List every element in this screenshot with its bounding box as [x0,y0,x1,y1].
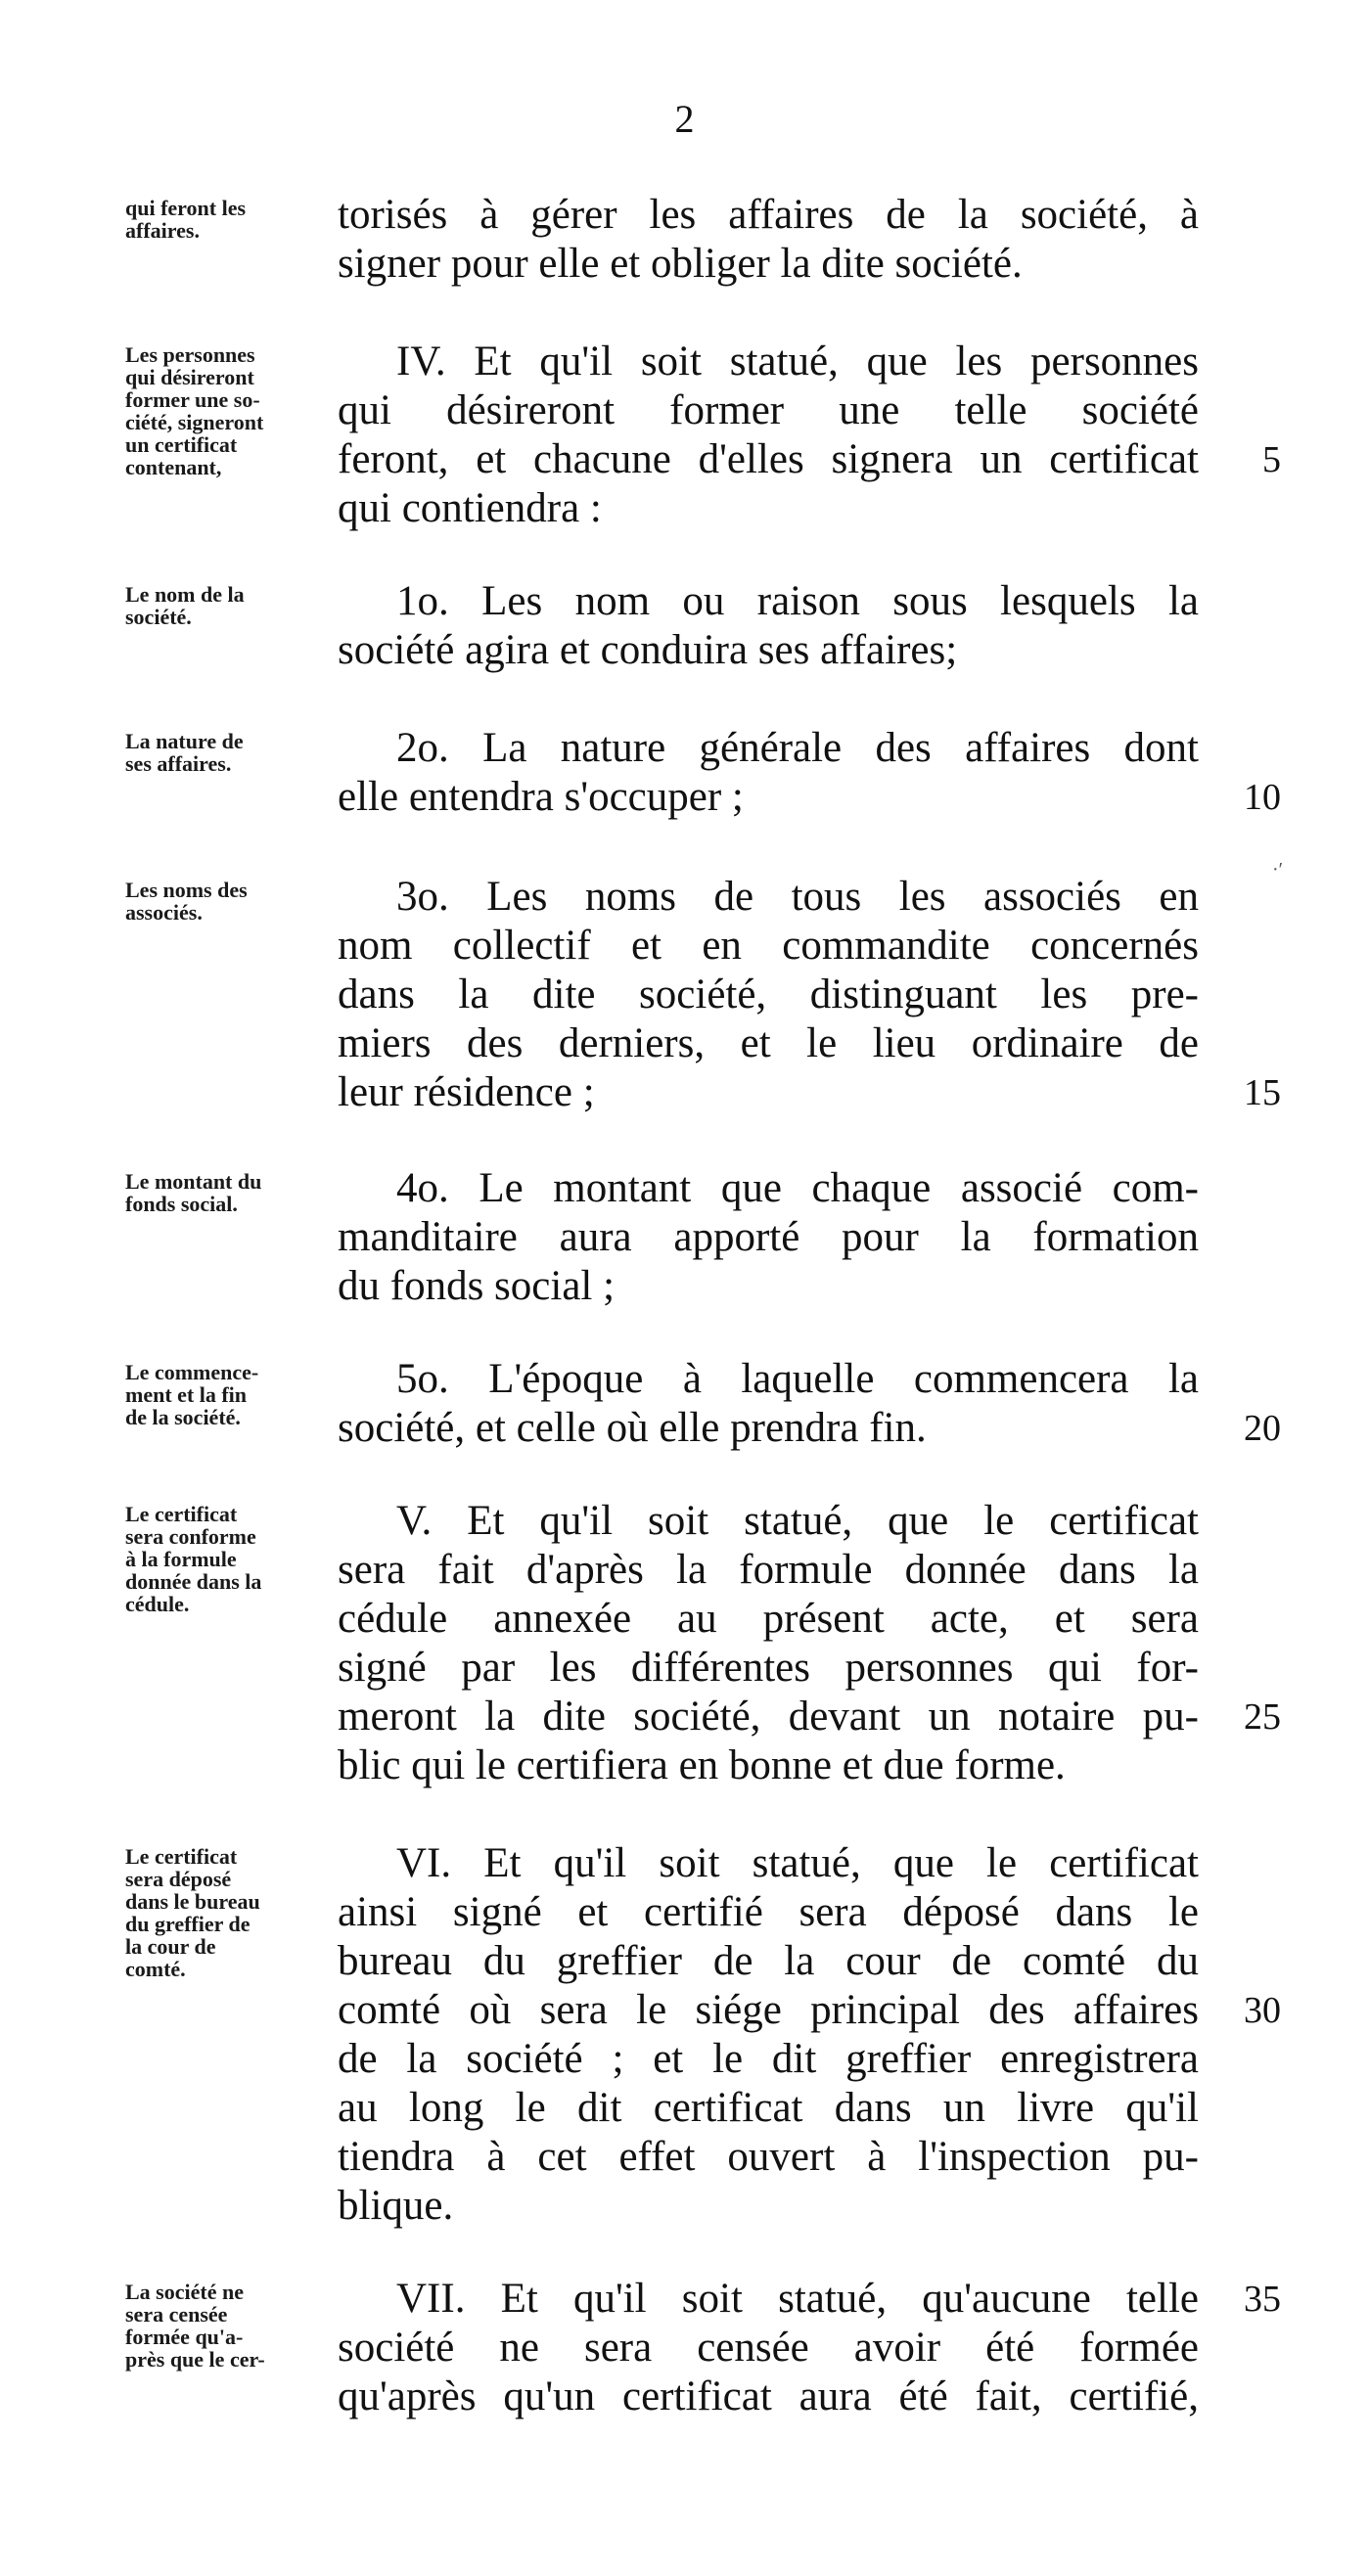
text-line: leur résidence ; [338,1069,595,1115]
margin-note-line: cédule. [125,1592,190,1616]
margin-note-line: qui désireront [125,365,254,389]
text-line: miers des derniers, et le lieu ordinaire de [338,1020,1199,1066]
text-line: sera fait d'après la formule donnée dans la [338,1547,1199,1593]
margin-note [125,2281,336,2371]
text-line: 2o. La nature générale des affaires dont [396,725,1199,771]
text-line: blique. [338,2183,454,2229]
margin-note-line: ciété, signeront [125,410,264,434]
line-number: 20 [1244,1408,1281,1449]
margin-note-line: former une so- [125,387,260,412]
margin-note-line: Le certificat [125,1502,238,1526]
text-line: cédule annexée au présent acte, et sera [338,1596,1199,1642]
paragraph-text [338,1839,1199,2231]
text-line: du fonds social ; [338,1263,616,1309]
stray-mark: ·′ [1272,859,1284,881]
paragraph-text [338,1355,1199,1453]
text-line: elle entendra s'occuper ; [338,774,744,820]
margin-note-line: associés. [125,900,203,925]
margin-note-line: de la société. [125,1405,241,1429]
margin-note [125,197,336,242]
margin-note [125,1503,336,1615]
text-line: 4o. Le montant que chaque associé com- [396,1165,1199,1211]
text-line: bureau du greffier de la cour de comté du [338,1938,1199,1984]
margin-note-line: Les personnes [125,342,255,367]
paragraph-text [338,577,1199,675]
text-line: 5o. L'époque à laquelle commencera la [396,1356,1199,1402]
margin-note-line: ses affaires. [125,751,232,776]
margin-note-line: Le nom de la [125,582,245,607]
text-line: IV. Et qu'il soit statué, que les personnes [396,339,1199,384]
text-line: société ne sera censée avoir été formée [338,2325,1199,2371]
margin-note-line: contenant, [125,455,222,479]
text-line: de la société ; et le dit greffier enregistrera [338,2036,1199,2082]
text-line: torisés à gérer les affaires de la société, à [338,192,1199,238]
margin-note-line: qui feront les [125,196,247,220]
margin-note-line: société. [125,605,192,629]
margin-note-line: Les noms des [125,878,248,902]
margin-note-line: La nature de [125,729,244,753]
line-number: 5 [1262,439,1281,480]
margin-note [125,583,336,628]
margin-note-line: ment et la fin [125,1382,248,1407]
text-line: société agira et conduira ses affaires; [338,627,958,673]
margin-note [125,879,336,924]
margin-note-line: Le certificat [125,1844,238,1869]
margin-note-line: La société ne [125,2280,244,2304]
text-line: VI. Et qu'il soit statué, que le certificat [396,1840,1199,1886]
page-number: 2 [674,97,695,141]
text-line: nom collectif et en commandite concernés [338,923,1199,969]
margin-note-line: Le commence- [125,1360,259,1384]
margin-note-line: donnée dans la [125,1569,262,1594]
line-number: 15 [1244,1072,1281,1113]
text-line: tiendra à cet effet ouvert à l'inspection pu- [338,2134,1199,2180]
paragraph-text [338,1497,1199,1790]
text-line: manditaire aura apporté pour la formation [338,1214,1199,1260]
line-number: 25 [1244,1696,1281,1738]
margin-note [125,1845,336,1980]
margin-note-line: comté. [125,1957,186,1981]
margin-note [125,1361,336,1428]
margin-note-line: du greffier de [125,1912,251,1936]
text-line: qui désireront former une telle société [338,387,1199,433]
line-number: 30 [1244,1990,1281,2031]
margin-note-line: sera censée [125,2302,228,2327]
text-line: dans la dite société, distinguant les pre- [338,972,1199,1017]
paragraph-text [338,873,1199,1117]
text-line: meront la dite société, devant un notaire pu- [338,1694,1199,1740]
text-line: signé par les différentes personnes qui for- [338,1645,1199,1691]
margin-note-line: sera conforme [125,1524,256,1549]
text-line: V. Et qu'il soit statué, que le certificat [396,1498,1199,1544]
line-number: 10 [1244,777,1281,818]
margin-note-line: affaires. [125,218,200,243]
line-number: 35 [1244,2279,1281,2320]
paragraph-text [338,724,1199,822]
paragraph-text [338,2275,1199,2421]
text-line: blic qui le certifiera en bonne et due forme. [338,1742,1066,1788]
text-line: ainsi signé et certifié sera déposé dans le [338,1889,1199,1935]
margin-note-line: près que le cer- [125,2347,265,2372]
margin-note-line: sera déposé [125,1867,232,1891]
margin-note-line: à la formule [125,1547,237,1571]
text-line: qui contiendra : [338,485,602,531]
paragraph-text [338,191,1199,289]
text-line: signer pour elle et obliger la dite société. [338,241,1023,287]
text-line: 1o. Les nom ou raison sous lesquels la [396,578,1199,624]
text-line: VII. Et qu'il soit statué, qu'aucune telle [396,2276,1199,2322]
margin-note-line: fonds social. [125,1192,238,1216]
text-line: feront, et chacune d'elles signera un certificat [338,436,1199,482]
margin-note [125,343,336,478]
text-line: au long le dit certificat dans un livre qu'il [338,2085,1199,2131]
margin-note [125,1170,336,1215]
text-line: société, et celle où elle prendra fin. [338,1405,927,1451]
paragraph-text [338,1164,1199,1311]
text-line: comté où sera le siége principal des affaires [338,1987,1199,2033]
margin-note-line: Le montant du [125,1169,262,1194]
margin-note-line: la cour de [125,1934,216,1959]
paragraph-text [338,338,1199,533]
margin-note-line: dans le bureau [125,1889,260,1914]
text-line: qu'après qu'un certificat aura été fait, certifié, [338,2373,1199,2419]
margin-note-line: formée qu'a- [125,2325,244,2349]
margin-note [125,730,336,775]
margin-note-line: un certificat [125,432,238,457]
text-line: 3o. Les noms de tous les associés en [396,874,1199,920]
